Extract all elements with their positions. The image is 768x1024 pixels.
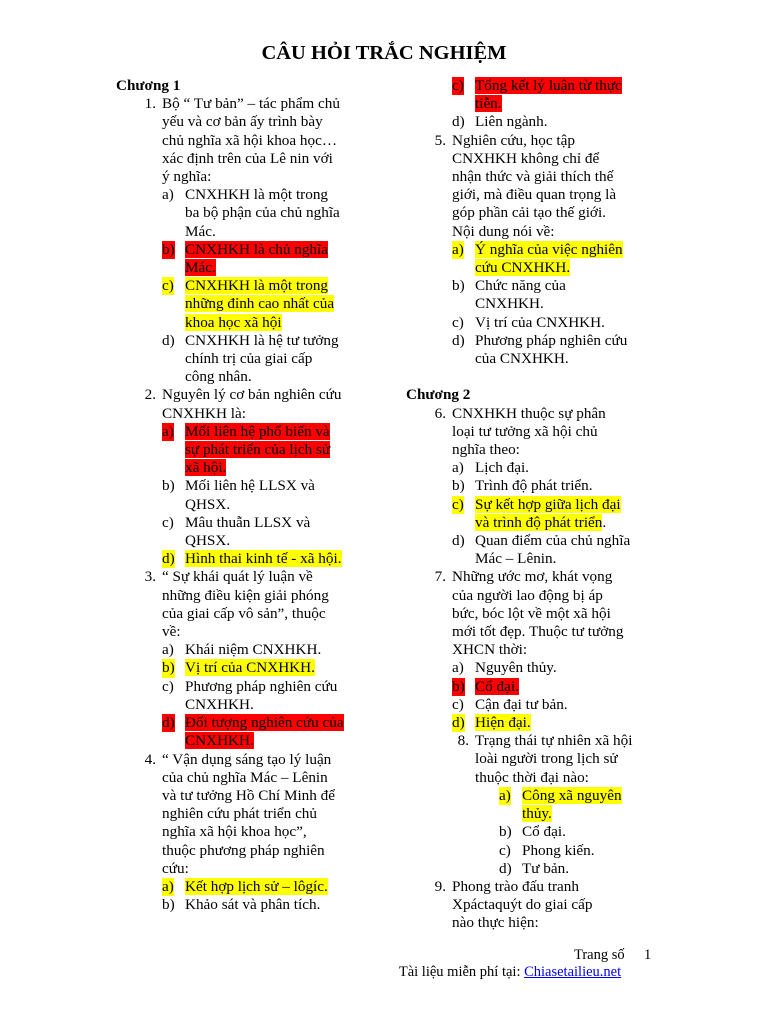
q6-option-a: a) Lịch đại.	[452, 459, 529, 477]
question-9: 9. Phong trào đấu tranh Xpáctaquýt do giai cấp nào thực hiện:	[434, 877, 593, 932]
q3-option-a: a) Khái niệm CNXHKH.	[162, 641, 322, 659]
q4-option-c: c) Tổng kết lý luận từ thực tiễn.	[452, 77, 622, 113]
q2-option-a: a) Mối liên hệ phổ biến và sự phát triển của lịch sử xã hội.	[162, 422, 331, 477]
q4-option-a: a) Kết hợp lịch sử – lôgíc.	[162, 877, 328, 895]
q5-option-d: d) Phương pháp nghiên cứu của CNXHKH.	[452, 331, 628, 368]
q6-option-d: d) Quan điểm của chủ nghĩa Mác – Lênin.	[452, 532, 631, 568]
q6-option-c: c) Sự kết hợp giữa lịch đại và trình độ phát triển.	[452, 495, 621, 531]
q5-option-c: c) Vị trí của CNXHKH.	[452, 313, 605, 331]
q8-option-b: b) Cổ đại.	[499, 823, 566, 841]
q4-option-d: d) Liên ngành.	[452, 113, 548, 131]
chapter-1-heading: Chương 1	[116, 77, 181, 94]
q2-option-b: b) Mối liên hệ LLSX và QHSX.	[162, 477, 315, 513]
q5-option-a: a) Ý nghĩa của việc nghiên cứu CNXHKH.	[452, 240, 623, 277]
question-7: 7. Những ước mơ, khát vọng của người lao động bị áp bức, bóc lột về một xã hội mới tốt đẹp. Thuộc tư tưởng XHCN thời:	[434, 568, 624, 659]
q7-option-d: d) Hiện đại.	[452, 714, 531, 732]
right-column	[406, 77, 661, 933]
q3-option-b: b) Vị trí của CNXHKH.	[162, 659, 315, 677]
q7-option-c: c) Cận đại tư bản.	[452, 695, 568, 713]
left-column	[116, 77, 371, 914]
source-footer: Tài liệu miễn phí tại: Chiasetailieu.net	[398, 964, 622, 980]
q6-option-b: b) Trình độ phát triển.	[452, 477, 593, 495]
q4-option-b: b) Khảo sát và phân tích.	[162, 896, 321, 914]
question-3: 3. “ Sự khái quát lý luận về những điều kiện giải phóng của giai cấp vô sản”, thuộc về:	[144, 568, 329, 641]
question-8: 8. Trạng thái tự nhiên xã hội loài người trong lịch sử thuộc thời đại nào:	[457, 732, 633, 786]
q3-option-d: d) Đối tượng nghiên cứu của CNXHKH.	[162, 714, 344, 750]
question-5: 5. Nghiên cứu, học tập CNXHKH không chỉ để nhận thức và giải thích thế giới, mà điều quan trọng là góp phần cải tạo thế giới. Nội dung nói về:	[434, 131, 617, 240]
q3-option-c: c) Phương pháp nghiên cứu CNXHKH.	[162, 677, 338, 713]
q7-option-a: a) Nguyên thủy.	[452, 659, 557, 677]
question-2: 2. Nguyên lý cơ bản nghiên cứu CNXHKH là:	[144, 386, 342, 422]
q1-option-c: c) CNXHKH là một trong những đỉnh cao nhất của khoa học xã hội	[162, 277, 335, 331]
q8-option-c: c) Phong kiến.	[499, 841, 595, 859]
q1-option-d: d) CNXHKH là hệ tư tưởng chính trị của giai cấp công nhân.	[162, 331, 339, 386]
q2-option-c: c) Mâu thuẫn LLSX và QHSX.	[162, 513, 311, 550]
source-link[interactable]: Chiasetailieu.net	[524, 964, 622, 980]
q1-option-a: a) CNXHKH là một trong ba bộ phận của chủ nghĩa Mác.	[162, 186, 340, 240]
q8-option-d: d) Tư bản.	[499, 859, 570, 877]
page-title: CÂU HỎI TRẮC NGHIỆM	[261, 42, 507, 64]
question-6: 6. CNXHKH thuộc sự phân loại tư tưởng xã hội chủ nghĩa theo:	[434, 404, 606, 459]
chapter-2-heading: Chương 2	[406, 386, 471, 404]
question-4: 4. “ Vận dụng sáng tạo lý luận của chủ nghĩa Mác – Lênin và tư tưởng Hồ Chí Minh để nghiên cứu phát triển chủ nghĩa xã hội khoa học”, thuộc phương pháp nghiên cứu:	[144, 750, 335, 877]
q5-option-b: b) Chức năng của CNXHKH.	[452, 277, 566, 313]
q1-option-b: b) CNXHKH là chủ nghĩa Mác.	[162, 240, 328, 277]
page-number: Trang số 1	[574, 947, 652, 963]
q8-option-a: a) Công xã nguyên thủy.	[499, 786, 622, 823]
q7-option-b: b) Cổ đại.	[452, 677, 519, 695]
q2-option-d: d) Hình thai kinh tế - xã hội.	[162, 550, 342, 568]
question-1: 1. Bộ “ Tư bản” – tác phẩm chủ yếu và cơ bản ấy trình bày chủ nghĩa xã hội khoa học… xác định trên của Lê nin với ý nghĩa:	[144, 95, 340, 185]
